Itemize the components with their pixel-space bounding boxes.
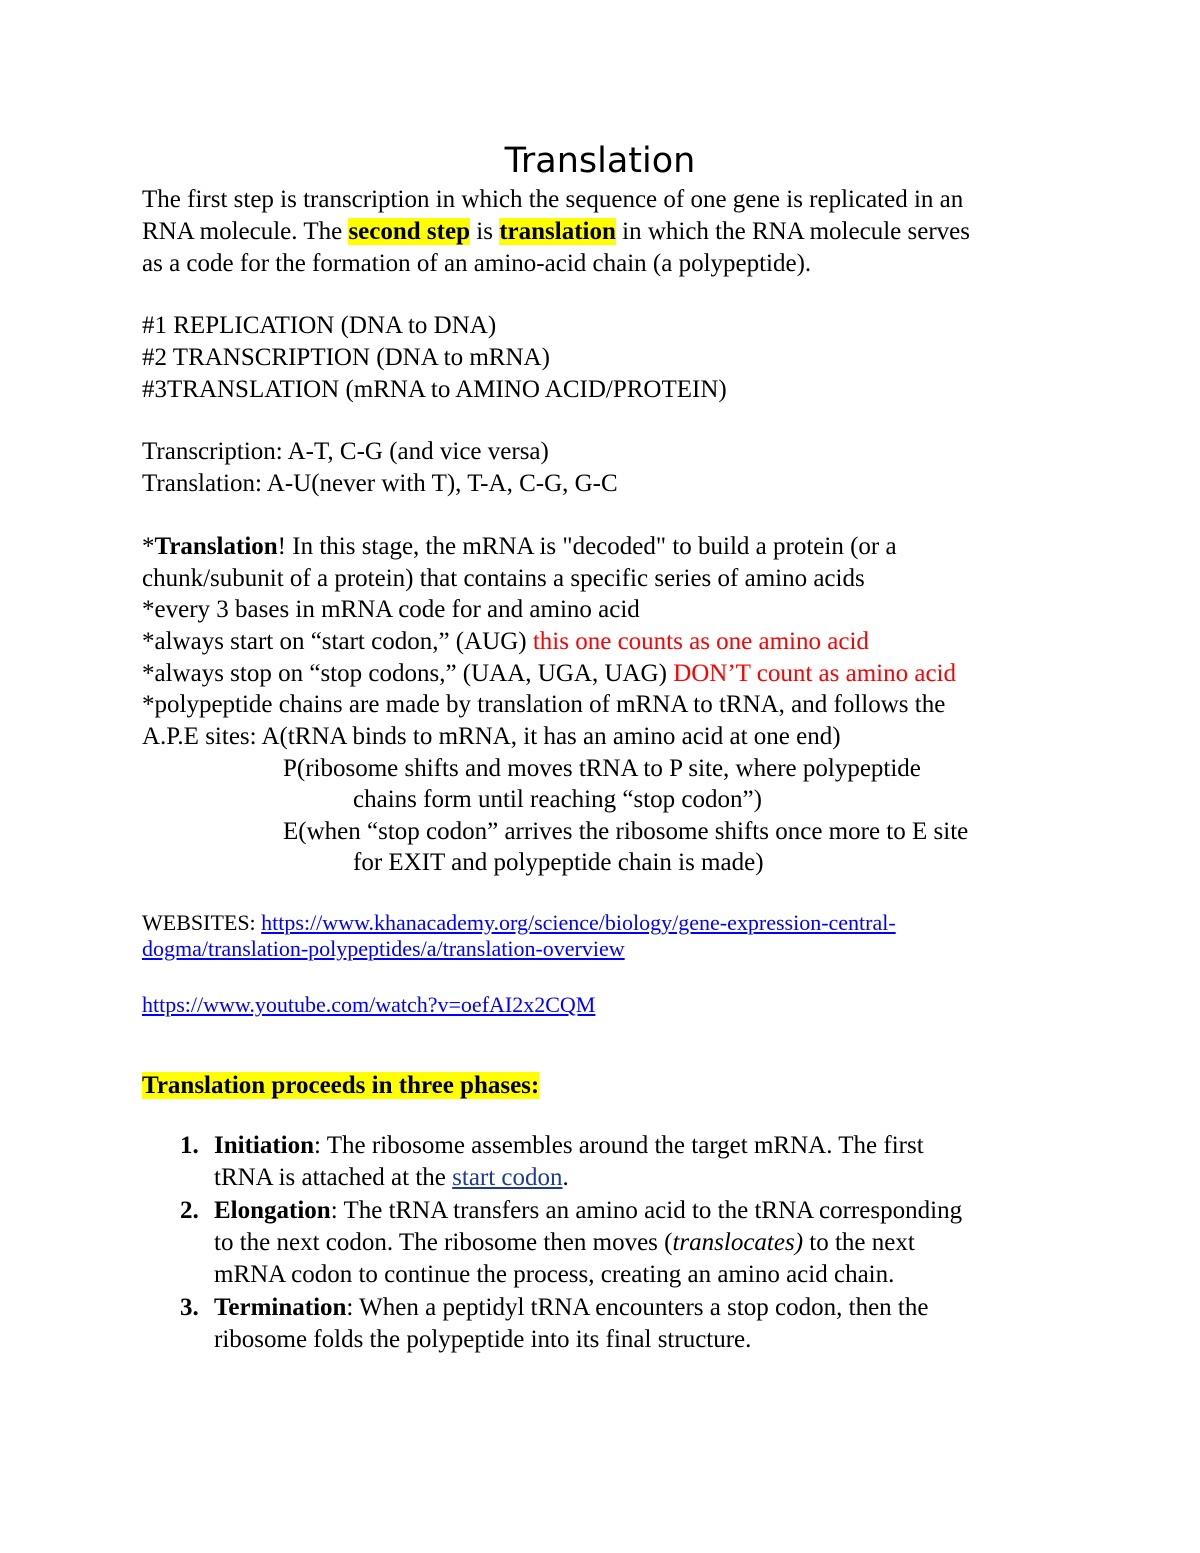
- khan-academy-link-cont[interactable]: dogma/translation-polypeptides/a/translation-overview: [142, 936, 625, 961]
- phase-2-line-2: [214, 1227, 915, 1259]
- khan-academy-link[interactable]: https://www.khanacademy.org/science/biology/gene-expression-central-: [261, 910, 896, 935]
- phase-1-number: 1.: [180, 1132, 199, 1159]
- intro-line-2: [142, 216, 970, 248]
- start-codon-link[interactable]: start codon: [452, 1164, 563, 1191]
- phase-text: .: [562, 1164, 569, 1191]
- note-p-site-cont: chains form until reaching “stop codon”): [353, 786, 762, 813]
- intro-text: RNA molecule. The: [142, 218, 349, 245]
- phase-text: : When a peptidyl tRNA encounters a stop codon, then the: [346, 1294, 929, 1321]
- phase-text: to the next: [803, 1229, 915, 1256]
- phase-3-number: 3.: [180, 1294, 199, 1321]
- phase-3-line-1: [214, 1292, 928, 1324]
- step-transcription: #2 TRANSCRIPTION (DNA to mRNA): [142, 344, 550, 371]
- phases-heading: [142, 1070, 539, 1102]
- phase-2-number: 2.: [180, 1197, 199, 1224]
- websites-label: WEBSITES:: [142, 910, 262, 935]
- note-text: *always start on “start codon,” (AUG): [142, 628, 533, 655]
- note-every-3-bases: *every 3 bases in mRNA code for and amino acid: [142, 596, 640, 623]
- websites-line-1: [142, 910, 896, 936]
- phase-2-line-1: [214, 1195, 962, 1227]
- intro-line-1: The first step is transcription in which the sequence of one gene is replicated in an: [142, 186, 964, 213]
- translation-pairing: Translation: A-U(never with T), T-A, C-G, G-C: [142, 470, 618, 497]
- note-translation-intro: [142, 531, 897, 563]
- websites-line-2: [142, 936, 625, 962]
- phase-3-line-2: ribosome folds the polypeptide into its final structure.: [214, 1326, 752, 1353]
- note-e-site-cont: for EXIT and polypeptide chain is made): [353, 849, 764, 876]
- note-stop-codons: [142, 658, 956, 690]
- phase-text: : The tRNA transfers an amino acid to the tRNA corresponding: [330, 1197, 963, 1224]
- step-replication: #1 REPLICATION (DNA to DNA): [142, 312, 497, 339]
- phases-heading-text: Translation proceeds in three phases:: [142, 1072, 540, 1099]
- note-p-site: P(ribosome shifts and moves tRNA to P site, where polypeptide: [283, 755, 921, 782]
- note-start-codon: [142, 626, 869, 658]
- red-note: DON’T count as amino acid: [673, 660, 956, 687]
- transcription-pairing: Transcription: A-T, C-G (and vice versa): [142, 438, 549, 465]
- note-e-site: E(when “stop codon” arrives the ribosome shifts once more to E site: [283, 818, 969, 845]
- bold-term: Translation: [154, 533, 278, 560]
- intro-text: in which the RNA molecule serves: [615, 218, 970, 245]
- intro-line-3: as a code for the formation of an amino-acid chain (a polypeptide).: [142, 250, 812, 277]
- note-polypeptide: *polypeptide chains are made by translation of mRNA to tRNA, and follows the: [142, 691, 946, 718]
- phase-1-line-1: [214, 1130, 924, 1162]
- red-note: this one counts as one amino acid: [532, 628, 869, 655]
- highlight-second-step: second step: [348, 218, 470, 245]
- phase-2-line-3: mRNA codon to continue the process, creating an amino acid chain.: [214, 1261, 895, 1288]
- page-title: Translation: [504, 141, 696, 181]
- youtube-link[interactable]: https://www.youtube.com/watch?v=oefAI2x2CQM: [142, 992, 596, 1017]
- phase-text: : The ribosome assembles around the target mRNA. The first: [314, 1132, 924, 1159]
- phase-term: Termination: [214, 1294, 347, 1321]
- note-text: ! In this stage, the mRNA is "decoded" to build a protein (or a: [277, 533, 897, 560]
- websites-line-3: [142, 992, 595, 1018]
- note-line-2: chunk/subunit of a protein) that contains a specific series of amino acids: [142, 565, 865, 592]
- phase-text: tRNA is attached at the: [214, 1164, 453, 1191]
- phase-1-line-2: [214, 1162, 569, 1194]
- note-ape-sites: A.P.E sites: A(tRNA binds to mRNA, it has an amino acid at one end): [142, 723, 841, 750]
- step-translation: #3TRANSLATION (mRNA to AMINO ACID/PROTEIN): [142, 376, 727, 403]
- phase-term: Initiation: [214, 1132, 315, 1159]
- phase-text: to the next codon. The ribosome then moves (: [214, 1229, 673, 1256]
- intro-text: is: [470, 218, 500, 245]
- bullet-star: *: [142, 533, 155, 560]
- note-text: *always stop on “stop codons,” (UAA, UGA, UAG): [142, 660, 674, 687]
- phase-term: Elongation: [214, 1197, 331, 1224]
- italic-term: translocates): [672, 1229, 804, 1256]
- highlight-translation: translation: [499, 218, 616, 245]
